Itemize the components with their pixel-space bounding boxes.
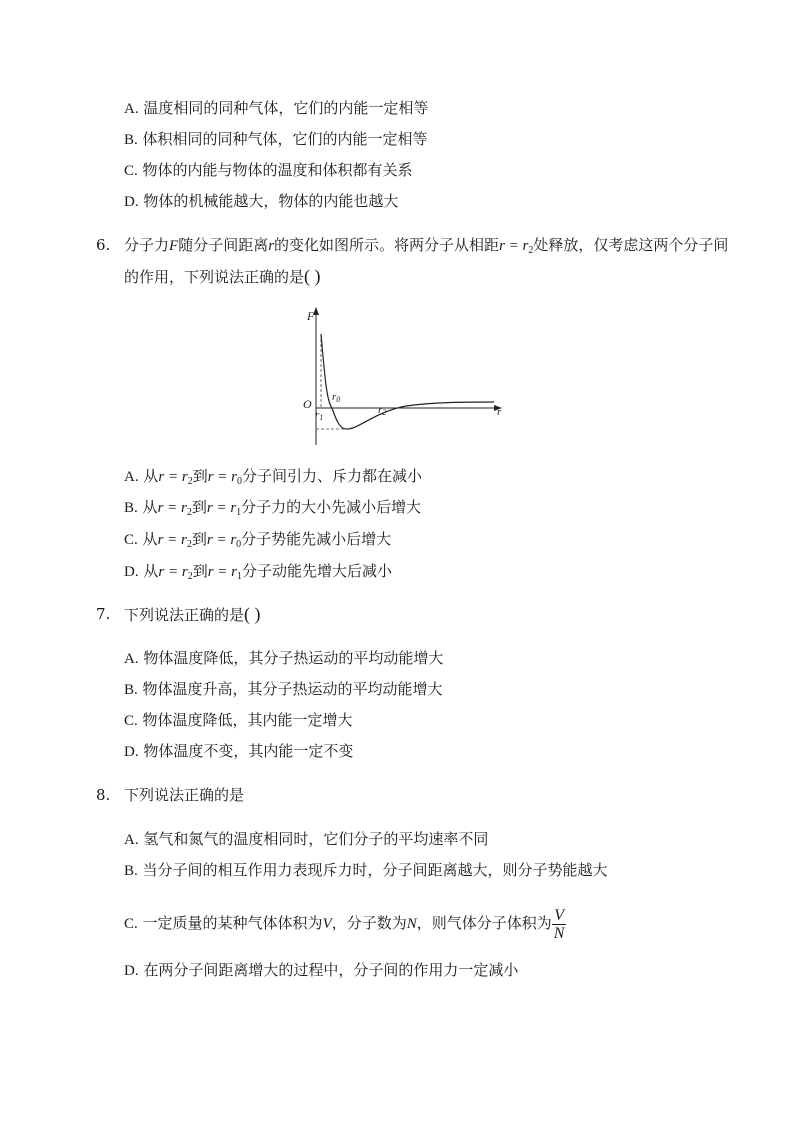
q5-option-b: B. 体积相同的同种气体，它们的内能一定相等 xyxy=(124,130,428,148)
q5-option-d: D. 物体的机械能越大，物体的内能也越大 xyxy=(124,192,399,210)
q8-option-d: D. 在两分子间距离增大的过程中，分子间的作用力一定减小 xyxy=(124,961,519,979)
q7-option-a: A. 物体温度降低，其分子热运动的平均动能增大 xyxy=(124,649,444,667)
q8-option-a: A. 氢气和氮气的温度相同时，它们分子的平均速率不同 xyxy=(124,830,489,848)
origin-label: O xyxy=(303,397,312,411)
q5-option-a-text: 温度相同的同种气体，它们的内能一定相等 xyxy=(143,99,429,117)
q8-option-b: B. 当分子间的相互作用力表现斥力时，分子间距离越大，则分子势能越大 xyxy=(124,861,608,879)
q7-option-c: C. 物体温度降低，其内能一定增大 xyxy=(124,711,353,729)
q6-stem-line2: 的作用，下列说法正确的是( ) xyxy=(124,266,321,286)
q5-option-c-text: 物体的内能与物体的温度和体积都有关系 xyxy=(142,161,413,179)
q7-option-d: D. 物体温度不变，其内能一定不变 xyxy=(124,742,354,760)
q8-option-c: C. 一定质量的某种气体体积为V，分子数为N，则气体分子体积为 $\frac{V}{N}$ xyxy=(124,906,565,942)
q6-stem-line1: 分子力F随分子间距离r的变化如图所示。将两分子从相距$r = r_2$处释放，仅考虑这两个分子间 xyxy=(124,236,729,256)
y-axis-label: F xyxy=(307,309,315,323)
x-axis-label: r xyxy=(497,406,502,418)
q5-option-c: C. 物体的内能与物体的温度和体积都有关系 xyxy=(124,161,413,179)
force-distance-graph xyxy=(296,302,508,448)
q7-option-b: B. 物体温度升高，其分子热运动的平均动能增大 xyxy=(124,680,443,698)
r0-label: r0 xyxy=(332,391,341,404)
q8-stem: 下列说法正确的是 xyxy=(124,786,245,804)
r2-label: r2 xyxy=(378,404,387,417)
force-curve xyxy=(321,334,494,429)
r1-label: r1 xyxy=(315,409,324,422)
q6-option-d: D. 从$r = r_2$到$r = r_1$分子动能先增大后减小 xyxy=(124,562,393,582)
q6-number: 6. xyxy=(96,236,111,254)
q6-option-b: B. 从$r = r_2$到$r = r_1$分子力的大小先减小后增大 xyxy=(124,498,422,518)
q5-option-d-text: 物体的机械能越大，物体的内能也越大 xyxy=(143,192,399,210)
q5-option-b-text: 体积相同的同种气体，它们的内能一定相等 xyxy=(142,130,428,148)
q5-option-a: A. 温度相同的同种气体，它们的内能一定相等 xyxy=(124,99,429,117)
q8-number: 8. xyxy=(96,786,111,804)
q7-stem: 下列说法正确的是( ) xyxy=(124,604,261,624)
fraction-v-over-n: $\frac{V}{N}$ xyxy=(553,906,565,942)
q6-option-a: A. 从$r = r_2$到$r = r_0$分子间引力、斥力都在减小 xyxy=(124,467,423,487)
q6-option-c: C. 从$r = r_2$到$r = r_0$分子势能先减小后增大 xyxy=(124,530,392,550)
q7-number: 7. xyxy=(96,605,111,623)
